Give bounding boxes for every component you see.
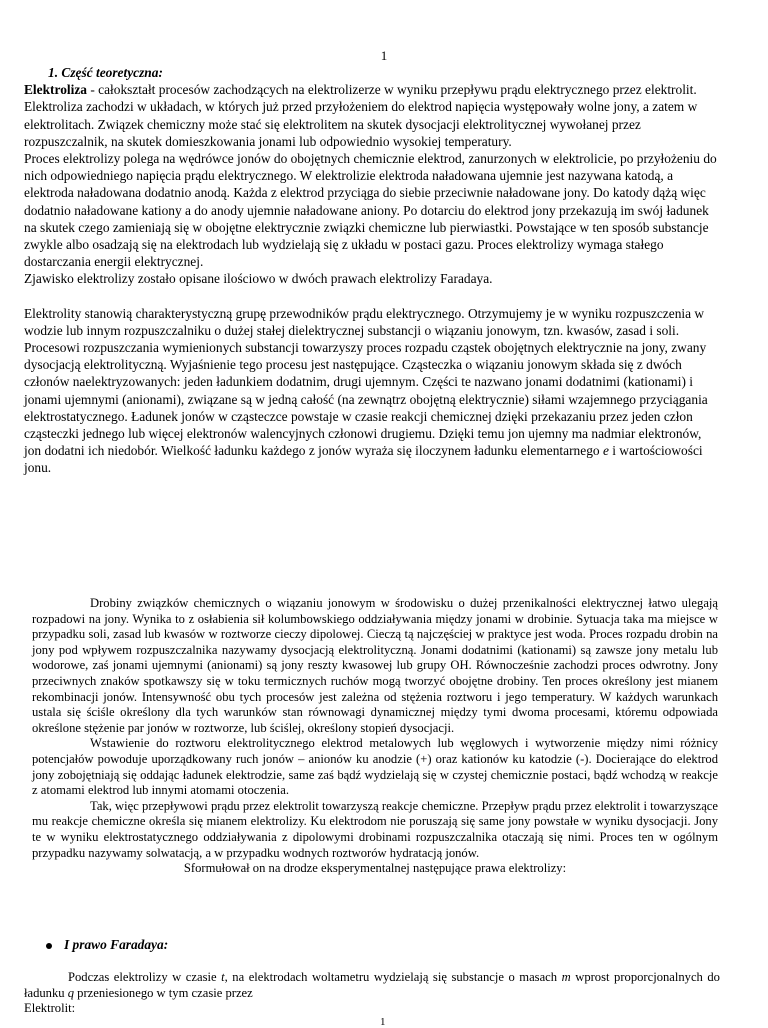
electrolytes-text-a: Elektrolity stanowią charakterystyczną grupę przewodników prądu elektrycznego. Otrzymujemy je w wyniku rozpuszczenia w wodzie lub innym rozpuszczalniku o dużej stałej dielektrycznej substancji o wiązaniu jonowym, tzn. kwasów, zasad i soli. Procesowi rozpuszczania wymienionych substancji towarzyszy proces rozpadu cząstek obojętnych elektrycznie na jony, zwany dysocjacją elektrolityczną. Wyjaśnienie tego procesu jest następujące. Cząsteczka o wiązaniu jonowym składa się z dwóch członów naelektryzowanych: jeden ładunkiem dodatnim, drugi ujemnym. Części te nazwano jonami dodatnimi (kationami) i jonami ujemnymi (anionami), związane są w jedną całość (na zewnątrz obojętną elektrycznie) siłami wzajemnego przyciągania elektrostatycznego. Ładunek jonów w cząsteczce powstaje w czasie reakcji chemicznej dzięki przekazaniu przez jeden człon cząsteczki jednego lub więcej elektronów walencyjnych członowi drugiemu. Dzięki temu jon ujemny ma nadmiar elektronów, jon dodatni ich niedobór. Wielkość ładunku każdego z jonów wyraża się iloczynem ładunku elementarnego: [24, 305, 708, 459]
law1-text-a: Podczas elektrolizy w czasie: [68, 970, 222, 984]
justified-block: [32, 596, 718, 877]
law1-heading-text: I prawo Faradaya:: [64, 937, 169, 952]
symbol-q: q: [67, 985, 75, 1000]
law1-body: [24, 970, 720, 1017]
page-number: 1: [380, 48, 388, 63]
law1-paragraph: [24, 970, 720, 1001]
formula-fragment: 1: [380, 1016, 386, 1028]
paragraph-solvation: Tak, więc przepływowi prądu przez elektrolit towarzyszą reakcje chemiczne. Przepływ prądu przez elektrolit i towarzyszące mu reakcje chemiczne określa się mianem elektrolizy. Ku elektrodom nie poruszają się same jony powstałe w wyniku dysocjacji. Jony te w wyniku elektrostatycznego oddziaływania z dipolowymi drobinami rozpuszczalnika otaczają się nimi. Proces ten w ogólnym przypadku nazywamy solwatacją, a w przypadku wodnych roztworów hydratacją jonów.: [32, 798, 718, 860]
law1-text-c: wprost proporcjonalnych do ładunku: [24, 970, 720, 1000]
paragraph-process: Proces elektrolizy polega na wędrówce jonów do obojętnych chemicznie elektrod, zanurzonych w elektrolicie, po przyłożeniu do nich odpowiedniego napięcia prądu elektrycznego. W elektrolizie elektroda naładowana ujemnie jest nazywana katodą, a elektroda naładowana dodatnio anodą. Każda z elektrod przyciąga do siebie przeciwnie naładowane jony. Do katody dążą więc dodatnio naładowane kationy a do anody ujemnie naładowane aniony. Po dotarciu do elektrod jony przekazują im swój ładunek na skutek czego zamieniają się w obojętne elektrycznie związki chemiczne lub pierwiastki. Powstające w ten sposób substancje zwykle albo osadzają się na elektrodach lub wydzielają się z układu w postaci gazu. Proces elektrolizy wymaga stałego dostarczania energii elektrycznej.: [24, 151, 717, 270]
law1-heading: [46, 937, 168, 953]
theory-section: [24, 64, 720, 477]
paragraph-faraday-intro: Zjawisko elektrolizy zostało opisane ilościowo w dwóch prawach elektrolizy Faradaya.: [24, 271, 493, 287]
symbol-m: m: [561, 970, 571, 984]
bullet-icon: [46, 943, 52, 949]
symbol-t: t: [221, 970, 225, 984]
section-heading: 1. Część teoretyczna:: [48, 65, 163, 80]
paragraph-electrolytes-systems: Elektroliza zachodzi w układach, w których już przed przyłożeniem do elektrod napięcia występowały wolne jony, a zatem w elektrolitach. Związek chemiczny może stać się elektrolitem na skutek dysocjacji elektrolitycznej wywołanej przez rozpuszczalnik, na skutek domieszkowania jonami lub odpowiednio wysokiej temperatury.: [24, 99, 698, 149]
term-elektroliza: Elektroliza: [24, 82, 87, 98]
law1-text-b: , na elektrodach woltametru wydzielają się substancje o masach: [224, 970, 562, 984]
paragraph-electrodes: Wstawienie do roztworu elektrolitycznego elektrod metalowych lub węglowych i wytworzenie między nimi różnicy potencjałów powoduje uporządkowany ruch jonów – anionów ku anodzie (+) oraz kationów ku katodzie (-). Docierające do elektrod jony zobojętniają się oddając ładunek elektrodzie, same zaś bądź wydzielają się w czystej chemicznie postaci, bądź wchodzą w reakcje z atomami elektrod lub innymi atomami otoczenia.: [32, 736, 718, 798]
paragraph-laws-intro: Sformułował on na drodze eksperymentalnej następujące prawa elektrolizy:: [183, 861, 567, 876]
definition-paragraph: [24, 81, 720, 98]
paragraph-electrolytes: [24, 305, 720, 477]
law1-electrolyte-label: Elektrolit:: [24, 1001, 76, 1016]
spacer: [24, 288, 720, 305]
definition-text: - całokształt procesów zachodzących na elektrolizerze w wyniku przepływu prądu elektrycznego przez elektrolit.: [86, 82, 697, 98]
electrolytes-text-b: i wartościowości jonu.: [24, 443, 703, 476]
symbol-e: e: [602, 443, 609, 459]
paragraph-ionic-drobiny: Drobiny związków chemicznych o wiązaniu jonowym w środowisku o dużej przenikalności elektrycznej łatwo ulegają rozpadowi na jony. Wynika to z osłabienia sił kolumbowskiego oddziaływania między jonami w drobinie. Sytuacja taka ma miejsce w przypadku soli, zasad lub kwasów w roztworze cieczy dipolowej. Cieczą tą najczęściej w praktyce jest woda. Proces rozpadu drobin na jony pod wpływem rozpuszczalnika nazywamy dysocjacją elektrolityczną. Jonami dodatnimi (kationami) są zawsze jony metalu lub wodorowe, zaś jonami ujemnymi (anionami) są jony reszty kwasowej lub grupy OH. Równocześnie zachodzi proces odwrotny. Jony przeciwnych znaków spotkawszy się w toku termicznych ruchów mogą tworzyć obojętne drobiny. Ten proces określony jest mianem rekombinacji jonów. Intensywność obu tych procesów jest zależna od stężenia roztworu i jego temperatury. W każdych warunkach ustala się ściśle określony dla tych warunków stan równowagi dynamicznej między tymi dwoma procesami, któremu odpowiada określone stężenie par jonów w roztworze, lub ściślej, określony stopień dysocjacji.: [32, 596, 718, 735]
law1-text-d: przeniesionego w tym czasie przez: [74, 985, 253, 1000]
